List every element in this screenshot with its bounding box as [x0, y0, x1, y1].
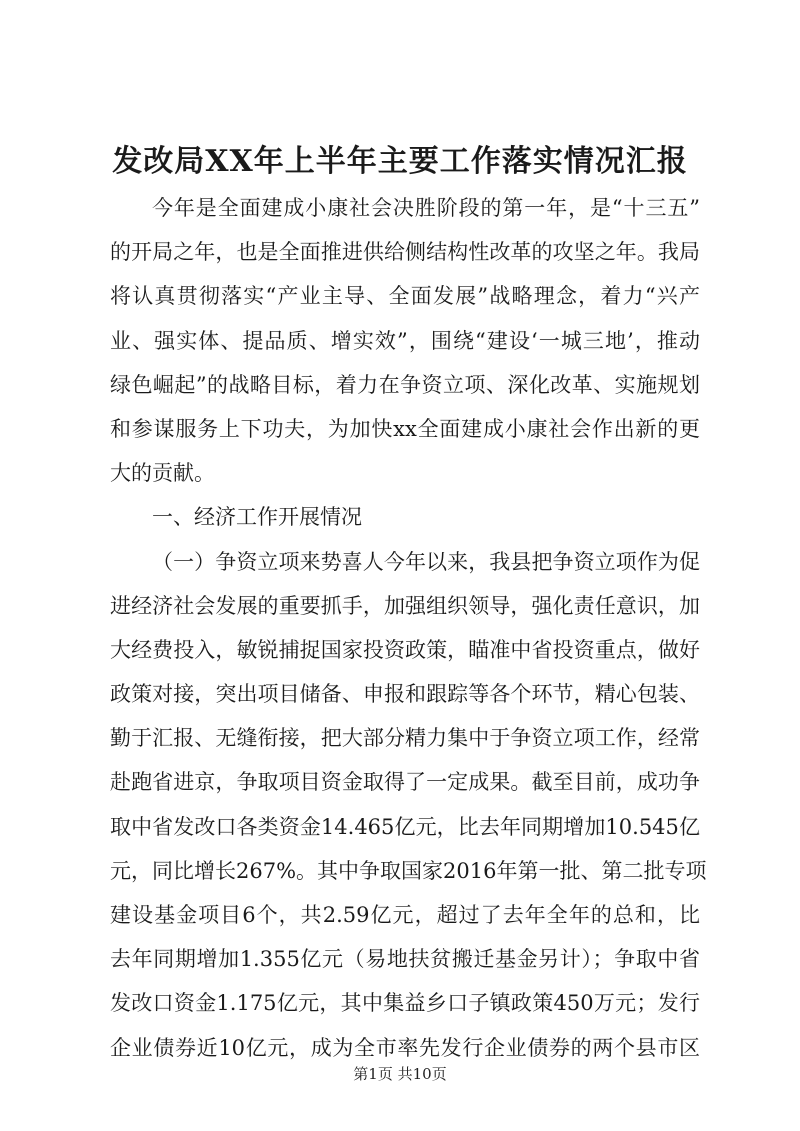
paragraph-line: 业、强实体、提品质、增实效”，围绕“建设‘一城三地’，推动	[110, 328, 700, 353]
paragraph-line: 和参谋服务上下功夫，为加快xx全面建成小康社会作出新的更	[110, 416, 700, 441]
section-heading: 一、经济工作开展情况	[152, 505, 362, 530]
paragraph-line: 的开局之年，也是全面推进供给侧结构性改革的攻坚之年。我局	[110, 240, 700, 265]
paragraph-line: 勤于汇报、无缝衔接，把大部分精力集中于争资立项工作，经常	[110, 726, 700, 751]
paragraph-line: 进经济社会发展的重要抓手，加强组织领导，强化责任意识，加	[110, 593, 700, 618]
paragraph-line: 今年是全面建成小康社会决胜阶段的第一年，是“十三五”	[152, 196, 700, 220]
paragraph-line: 建设基金项目6个，共2.59亿元，超过了去年全年的总和，比	[110, 903, 700, 927]
paragraph-line: 赴跑省进京，争取项目资金取得了一定成果。截至目前，成功争	[110, 770, 700, 795]
paragraph-line: 取中省发改口各类资金14.465亿元，比去年同期增加10.545亿	[110, 814, 700, 839]
document-title: 发改局XX年上半年主要工作落实情况汇报	[112, 144, 688, 179]
paragraph-line: 大经费投入，敏锐捕捉国家投资政策，瞄准中省投资重点，做好	[110, 637, 700, 662]
paragraph-line: 发改口资金1.175亿元，其中集益乡口子镇政策450万元；发行	[110, 991, 700, 1016]
paragraph-line: （一）争资立项来势喜人今年以来，我县把争资立项作为促	[152, 549, 700, 574]
paragraph-line: 绿色崛起”的战略目标，着力在争资立项、深化改革、实施规划	[110, 372, 700, 397]
paragraph-line: 将认真贯彻落实“产业主导、全面发展”战略理念，着力“兴产	[110, 284, 700, 309]
paragraph-line: 元，同比增长267%。其中争取国家2016年第一批、第二批专项	[110, 858, 707, 883]
paragraph-line: 大的贡献。	[110, 461, 215, 486]
paragraph-line: 政策对接，突出项目储备、申报和跟踪等各个环节，精心包装、	[110, 682, 700, 707]
paragraph-line: 去年同期增加1.355亿元（易地扶贫搬迁基金另计）；争取中省	[110, 947, 700, 972]
page-footer: 第1页 共10页	[353, 1065, 447, 1083]
paragraph-line: 企业债券近10亿元，成为全市率先发行企业债券的两个县市区	[110, 1035, 700, 1060]
document-body	[110, 186, 707, 1070]
